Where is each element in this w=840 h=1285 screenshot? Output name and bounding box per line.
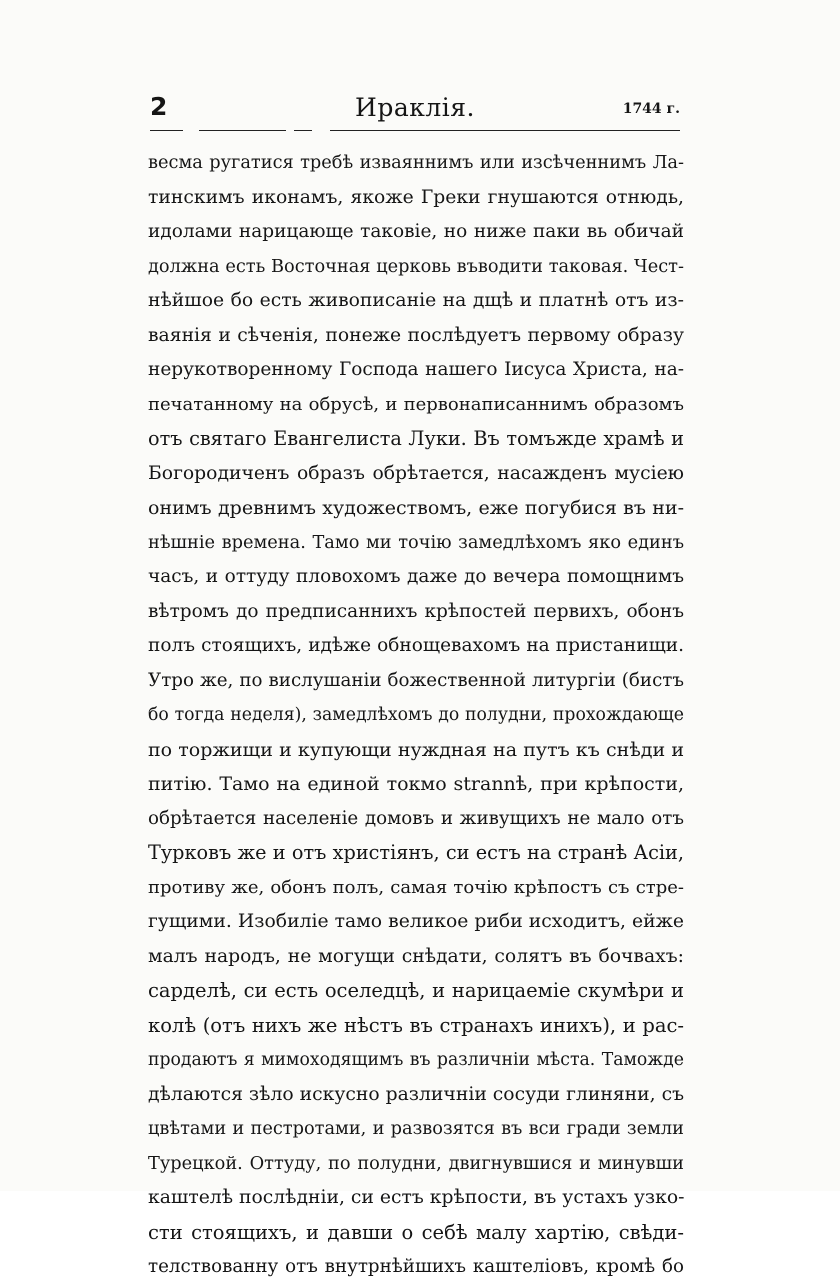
text-line: сарделѣ, си есть оселедцѣ, и нарицаеміе скумѣри и	[148, 979, 684, 1002]
text-line: малъ народъ, не могущи снѣдати, солятъ въ бочвахъ:	[148, 945, 684, 967]
header-rule	[150, 130, 680, 131]
rule-break	[312, 127, 330, 133]
text-line: продаютъ я мимоходящимъ въ различніи мѣста. Тамождe	[148, 1050, 684, 1070]
body-text	[148, 146, 684, 1285]
text-line: телствованну отъ внутрнѣйшихъ каштеліовъ, кромѣ бо	[148, 1256, 684, 1277]
text-line: цвѣтами и пестротами, и развозятся въ вси гради земли	[148, 1119, 684, 1139]
page-header	[150, 92, 680, 132]
text-line: Утро же, по вислушаніи божественной литургіи (бистъ	[148, 669, 684, 691]
text-line: дѣлаются зѣло искусно различніи сосуди глиняни, съ	[148, 1083, 685, 1105]
text-line: Богородиченъ образъ обрѣтается, насажденъ мусіею	[148, 462, 684, 484]
text-line: колѣ (отъ нихъ же нѣстъ въ странахъ инихъ), и рас-	[148, 1013, 684, 1037]
text-line: идолами нарицающе таковіе, но ниже паки вь обичай	[148, 221, 684, 242]
rule-break	[183, 127, 199, 133]
text-line: нѣшніе времена. Тамо ми точію замедлѣхомъ яко единъ	[148, 532, 684, 553]
text-line: сти стоящихъ, и давши о себѣ малу хартію, свѣди-	[148, 1220, 684, 1244]
text-line: нѣйшое бо есть живописаніе на дщѣ и платнѣ отъ из-	[148, 290, 684, 311]
text-line: онимъ древнимъ художествомъ, еже погубися въ ни-	[148, 497, 684, 519]
text-line: отъ святаго Евангелиста Луки. Въ томъждe храмѣ и	[148, 427, 684, 450]
text-line: каштелѣ послѣдніи, си естъ крѣпости, въ устахъ узко-	[148, 1187, 685, 1208]
text-line: часъ, и оттуду пловохомъ даже до вечера помощнимъ	[148, 566, 684, 587]
text-line: противу же, обонъ полъ, самая точію крѣпостъ съ стре-	[148, 876, 684, 898]
text-line: печатанному на обрусѣ, и первонаписаннимъ образомъ	[148, 393, 684, 415]
text-line: ваянія и сѣченія, понеже послѣдуетъ первому образу	[148, 324, 684, 346]
year-marker: 1744 г.	[622, 101, 680, 117]
text-line: питію. Тамо на единой токмо strannѣ, при крѣпости,	[148, 773, 684, 795]
text-line: тинскимъ иконамъ, якоже Греки гнушаются отнюдь,	[148, 186, 684, 208]
text-line: должна есть Восточная церковь въводити таковая. Чест-	[148, 256, 684, 277]
rule-break	[286, 127, 294, 133]
page-number: 2	[150, 92, 168, 121]
text-line: Турковъ же и отъ христіянъ, си естъ на странѣ Асіи,	[148, 841, 684, 864]
text-line: нерукотворенному Господа нашего Іисуса Христа, на-	[148, 359, 684, 380]
text-line: по торжищи и купующи нуждная на путъ къ снѣди и	[148, 738, 684, 761]
text-line: обрѣтается населеніе домовъ и живущихъ не мало отъ	[148, 807, 684, 829]
text-line: весма ругатися требѣ изваяннимъ или изсѣченнимъ Ла-	[148, 153, 684, 173]
text-line: полъ стоящихъ, идѣже обнощевахомъ на пристанищи.	[148, 635, 684, 656]
text-line: бо тогда неделя), замедлѣхомъ до полудни, прохождающе	[148, 705, 684, 725]
text-line: гущими. Изобиліе тамо великое риби исходитъ, ейже	[148, 911, 684, 932]
running-title: Ираклія.	[355, 93, 475, 122]
text-line: вѣтромъ до предписаннихъ крѣпостей первихъ, обонъ	[148, 600, 684, 622]
text-line: Турецкой. Оттуду, по полудни, двигнувшися и минувши	[148, 1153, 684, 1174]
